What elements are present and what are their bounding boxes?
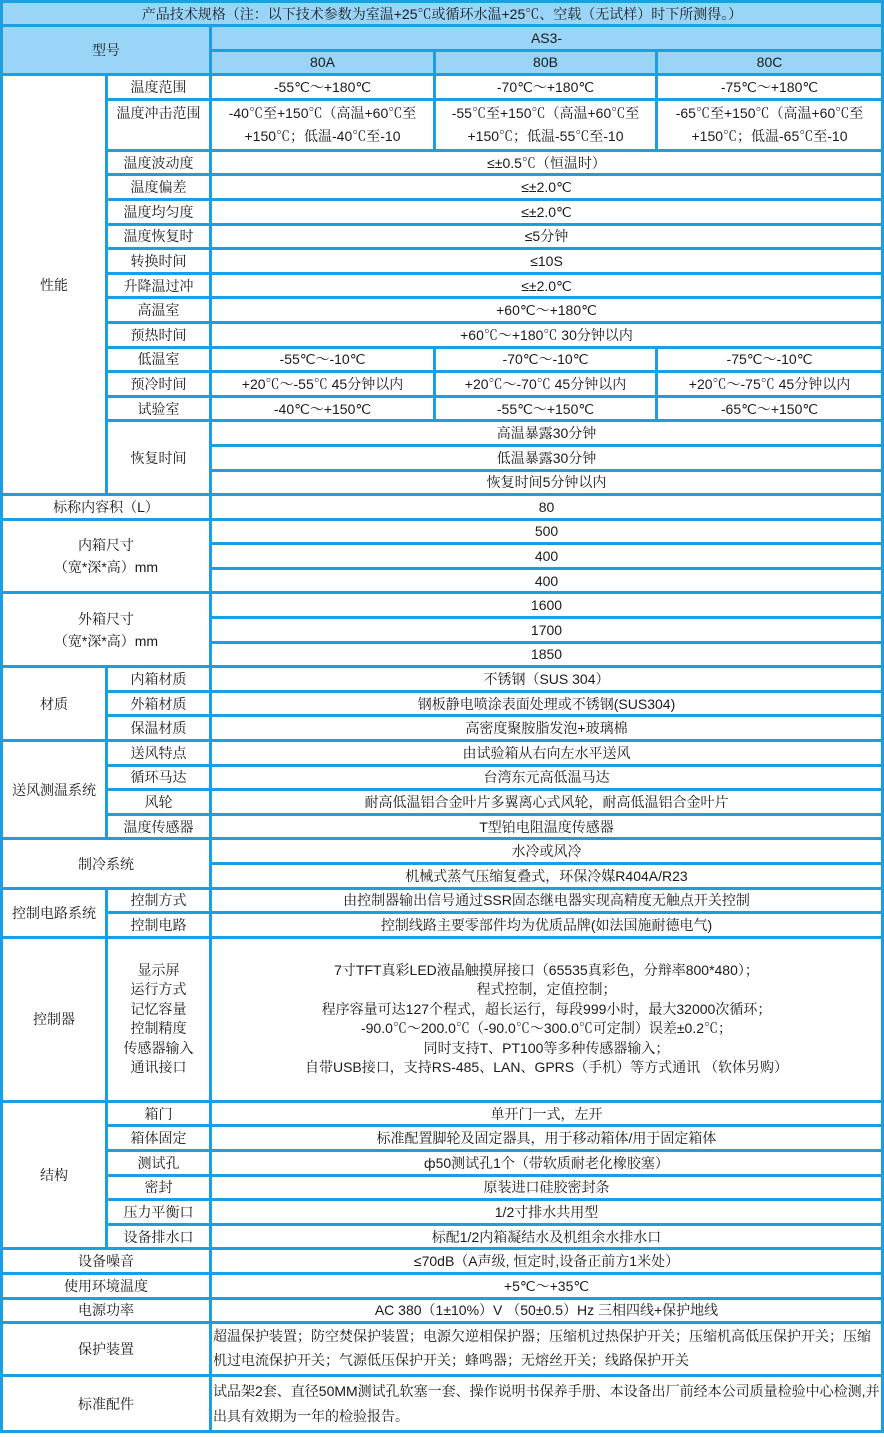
cell-value: 耐高低温铝合金叶片多翼离心式风轮，耐高低温铝合金叶片 [212, 791, 881, 813]
cell-value: +60℃～+180℃ [212, 299, 881, 321]
accessories-cell [212, 1377, 881, 1430]
table-row [3, 840, 881, 862]
row-label: 升降温过冲 [108, 275, 209, 297]
table-row [3, 1275, 881, 1297]
table-row [3, 1226, 881, 1248]
cell-value: 7寸TFT真彩LED液晶触摸屏接口（65535真彩色，分辩率800*480）； [334, 961, 759, 978]
table-row [3, 275, 881, 297]
cell-value: 标准配置脚轮及固定器具，用于移动箱体/用于固定箱体 [212, 1127, 881, 1149]
cell-value: 单开门一式，左开 [212, 1103, 881, 1125]
row-label: 温度均匀度 [108, 201, 209, 223]
row-label: 保温材质 [108, 717, 209, 739]
row-label: 高温室 [108, 299, 209, 321]
ambient-value: +5℃～+35℃ [212, 1275, 881, 1297]
cell-value: ф50测试孔1个（带软质耐老化橡胶塞） [212, 1152, 881, 1174]
row-label: 温度范围 [108, 76, 209, 98]
cell-value: -75℃～+180℃ [658, 76, 881, 98]
cell-value: 标配1/2内箱凝结水及机组余水排水口 [212, 1226, 881, 1248]
cell-value: ≤±2.0℃ [212, 201, 881, 223]
inner-height: 400 [212, 570, 881, 592]
table-row [3, 816, 881, 838]
table-title: 产品技术规格（注：以下技术参数为室温+25℃或循环水温+25℃、空载（无试样）时下所测得。） [3, 3, 881, 24]
capacity-label: 标称内容积（L） [3, 496, 209, 518]
row-label: 低温室 [108, 349, 209, 371]
cell-value: ≤±0.5℃（恒温时） [212, 152, 881, 174]
cell-value: ≤10S [212, 250, 881, 272]
variant-80b: 80B [436, 52, 655, 74]
title-row [3, 3, 881, 24]
variant-80c: 80C [658, 52, 881, 74]
row-label: 设备排水口 [108, 1226, 209, 1248]
power-value: AC 380（1±10%）V （50±0.5）Hz 三相四线+保护地线 [212, 1300, 881, 1322]
row-label: 循环马达 [108, 767, 209, 789]
table-row [3, 1152, 881, 1174]
table-row [3, 791, 881, 813]
row-label: 温度传感器 [108, 816, 209, 838]
accessories-label: 标准配件 [3, 1377, 209, 1430]
row-label: 恢复时间 [108, 422, 209, 493]
group-control-circuit [3, 890, 105, 936]
cell-value: 不锈钢（SUS 304） [212, 668, 881, 690]
row-label: 外箱材质 [108, 693, 209, 715]
row-label: 压力平衡口 [108, 1201, 209, 1223]
cell-value: 由控制器输出信号通过SSR固态继电器实现高精度无触点开关控制 [212, 890, 881, 912]
model-label: 型号 [3, 27, 209, 73]
row-label: 温度偏差 [108, 176, 209, 198]
cell-value: +20℃～-55℃ 45分钟以内 [212, 373, 433, 395]
cell-value: -65℃～+150℃ [658, 398, 881, 420]
cell-value: T型铂电阻温度传感器 [212, 816, 881, 838]
group-air-system [3, 742, 105, 837]
row-label: 箱门 [108, 1103, 209, 1125]
row-label: 记忆容量 [130, 1000, 187, 1017]
row-label: 控制电路 [108, 914, 209, 936]
row-label: 控制方式 [108, 890, 209, 912]
row-label: 密封 [108, 1177, 209, 1199]
row-label: 预冷时间 [108, 373, 209, 395]
shock-range-80c: -65℃至+150℃（高温+60℃至+150℃；低温-65℃至-10 [675, 104, 864, 144]
table-row [3, 890, 881, 912]
cell-value: -70℃～+180℃ [436, 76, 655, 98]
cell-value: 1/2寸排水共用型 [212, 1201, 881, 1223]
table-row [3, 176, 881, 198]
table-row [3, 349, 881, 371]
row-label: 内箱材质 [108, 668, 209, 690]
noise-value: ≤70dB（A声级, 恒定时,设备正前方1米处） [212, 1250, 881, 1272]
row-label: 传感器输入 [123, 1039, 194, 1056]
cell-value: -90.0℃～200.0℃（-90.0℃～300.0℃可定制）误差±0.2℃； [360, 1020, 733, 1037]
table-row [3, 668, 881, 690]
inner-size-label [3, 521, 209, 592]
row-label: 转换时间 [108, 250, 209, 272]
protection-label: 保护装置 [3, 1324, 209, 1374]
cell-value: +20℃～-75℃ 45分钟以内 [658, 373, 881, 395]
table-row [3, 324, 881, 346]
row-label: 试验室 [108, 398, 209, 420]
cell-value [212, 101, 433, 149]
cell-value: 同时支持T、PT100等多种传感器输入； [423, 1039, 670, 1056]
inner-depth: 400 [212, 545, 881, 567]
outer-size-label-line1: 外箱尺寸 [78, 610, 134, 627]
table-row [3, 1177, 881, 1199]
cell-value: 台湾东元高低温马达 [212, 767, 881, 789]
controller-values [212, 939, 881, 1100]
table-row [3, 373, 881, 395]
cell-value: 钢板静电喷涂表面处理或不锈钢(SUS304) [212, 693, 881, 715]
table-row [3, 226, 881, 248]
table-row [3, 1324, 881, 1374]
cell-value: ≤±2.0℃ [212, 176, 881, 198]
model-series: AS3- [212, 27, 881, 49]
table-row [3, 152, 881, 174]
table-row [3, 422, 881, 444]
model-row [3, 27, 881, 49]
cell-value: 机械式蒸气压缩复叠式，环保冷媒R404A/R23 [212, 865, 881, 887]
cell-value [658, 101, 881, 149]
row-label: 温度波动度 [108, 152, 209, 174]
cell-value: -55℃～+180℃ [212, 76, 433, 98]
outer-height: 1850 [212, 644, 881, 666]
shock-range-80b: -55℃至+150℃（高温+60℃至+150℃；低温-55℃至-10 [451, 104, 640, 144]
table-row [3, 299, 881, 321]
table-row [3, 1300, 881, 1322]
group-material: 材质 [3, 668, 105, 739]
row-label: 预热时间 [108, 324, 209, 346]
table-row [3, 717, 881, 739]
cell-value: -40℃～+150℃ [212, 398, 433, 420]
cell-value [436, 101, 655, 149]
outer-depth: 1700 [212, 619, 881, 641]
cell-value: -55℃～+150℃ [436, 398, 655, 420]
cell-value: 由试验箱从右向左水平送风 [212, 742, 881, 764]
outer-size-label [3, 594, 209, 665]
cell-value: 程序容量可达127个程式，超长运行，每段999小时，最大32000次循环； [321, 1000, 772, 1017]
cell-value: -55℃～-10℃ [212, 349, 433, 371]
table-row [3, 496, 881, 518]
cell-value: 控制线路主要零部件均为优质品牌(如法国施耐德电气) [212, 914, 881, 936]
table-row [3, 1103, 881, 1125]
row-label: 箱体固定 [108, 1127, 209, 1149]
cell-value: -75℃～-10℃ [658, 349, 881, 371]
outer-size-label-line2: （宽*深*高）mm [53, 632, 159, 649]
cell-value: 高密度聚胺脂发泡+玻璃棉 [212, 717, 881, 739]
capacity-value: 80 [212, 496, 881, 518]
inner-size-label-line1: 内箱尺寸 [78, 537, 134, 554]
row-label: 通讯接口 [130, 1059, 187, 1076]
variant-80a: 80A [212, 52, 433, 74]
power-label: 电源功率 [3, 1300, 209, 1322]
cell-value: ≤5分钟 [212, 226, 881, 248]
shock-range-80a: -40℃至+150℃（高温+60℃至+150℃；低温-40℃至-10 [228, 104, 417, 144]
table-row [3, 767, 881, 789]
ambient-label: 使用环境温度 [3, 1275, 209, 1297]
cell-value: +60℃～+180℃ 30分钟以内 [212, 324, 881, 346]
controller-labels [108, 939, 209, 1100]
air-system-label: 送风测温系统 [12, 781, 96, 798]
table-row [3, 594, 881, 616]
table-row [3, 201, 881, 223]
row-label [108, 101, 209, 149]
inner-size-label-line2: （宽*深*高）mm [53, 559, 159, 576]
table-row [3, 250, 881, 272]
table-row [3, 693, 881, 715]
table-row [3, 1377, 881, 1430]
cell-value: 恢复时间5分钟以内 [212, 472, 881, 494]
table-row [3, 939, 881, 1100]
cell-value: 水冷或风冷 [212, 840, 881, 862]
refrigeration-label: 制冷系统 [3, 840, 209, 886]
table-row [3, 1250, 881, 1272]
control-circuit-label: 控制电路系统 [12, 904, 96, 921]
row-label: 显示屏 [137, 961, 180, 978]
row-label: 测试孔 [108, 1152, 209, 1174]
shock-range-label: 温度冲击范围 [116, 104, 201, 121]
cell-value: 低温暴露30分钟 [212, 447, 881, 469]
row-label: 控制精度 [130, 1020, 187, 1037]
row-label: 温度恢复时 [108, 226, 209, 248]
inner-width: 500 [212, 521, 881, 543]
table-row [3, 1201, 881, 1223]
row-label: 送风特点 [108, 742, 209, 764]
table-row [3, 742, 881, 764]
cell-value: -70℃～-10℃ [436, 349, 655, 371]
table-row [3, 101, 881, 149]
cell-value: 程式控制，定值控制； [476, 981, 617, 998]
table-row [3, 521, 881, 543]
table-row [3, 76, 881, 98]
cell-value: 原装进口硅胶密封条 [212, 1177, 881, 1199]
cell-value: +20℃～-70℃ 45分钟以内 [436, 373, 655, 395]
group-controller: 控制器 [3, 939, 105, 1100]
cell-value: ≤±2.0℃ [212, 275, 881, 297]
group-performance: 性能 [3, 76, 105, 493]
table-row [3, 398, 881, 420]
outer-width: 1600 [212, 594, 881, 616]
group-structure: 结构 [3, 1103, 105, 1248]
protection-value: 超温保护装置；防空焚保护装置；电源欠逆相保护器；压缩机过热保护开关；压缩机高低压保护开关；压缩机过电流保护开关；气源低压保护开关；蜂鸣器；无熔丝开关；线路保护开关 [213, 1328, 871, 1369]
table-row [3, 914, 881, 936]
noise-label: 设备噪音 [3, 1250, 209, 1272]
accessories-value: 试品架2套、直径50MM测试孔软塞一套、操作说明书保养手册、本设备出厂前经本公司质量检验中心检测,并出具有效期为一年的检验报告。 [213, 1383, 880, 1425]
row-label: 风轮 [108, 791, 209, 813]
cell-value: 自带USB接口，支持RS-485、LAN、GPRS（手机）等方式通讯 （软体另购） [304, 1059, 789, 1076]
cell-value: 高温暴露30分钟 [212, 422, 881, 444]
table-row [3, 1127, 881, 1149]
protection-cell [212, 1324, 881, 1374]
row-label: 运行方式 [130, 981, 187, 998]
